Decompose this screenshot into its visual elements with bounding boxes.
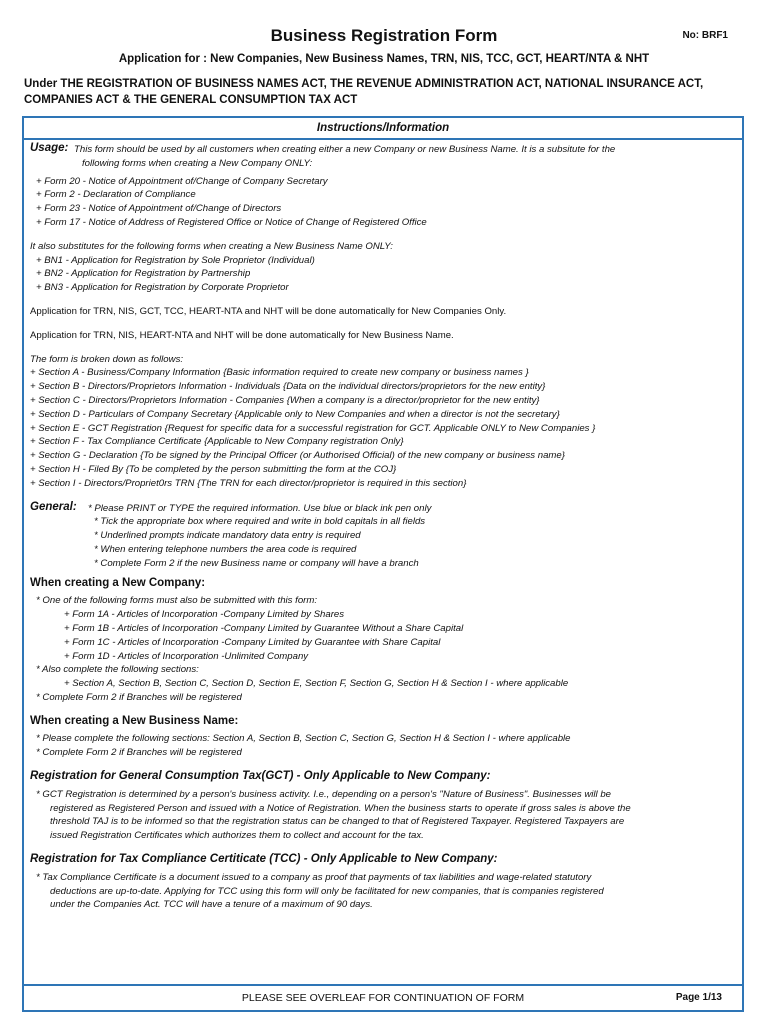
governing-acts-line-1: Under THE REGISTRATION OF BUSINESS NAMES ACT, THE REVENUE ADMINISTRATION ACT, NATIONAL INSURANCE ACT, [24,78,704,90]
gct-heading: Registration for General Consumption Tax(GCT) - Only Applicable to New Company: [30,770,491,783]
bn-item: * Please complete the following sections: Section A, Section B, Section C, Section G, Section H & Section I - where applicable [36,733,571,745]
section-item: + Section D - Particulars of Company Secretary {Applicable only to New Companies and when a director is not the secretary} [30,408,560,420]
gct-line: threshold TAJ is to be informed so that the registration status can be changed to that of Registered Taxpayer. Registered Taxpayers are [50,816,625,828]
section-item: + Section G - Declaration {To be signed by the Principal Officer (or Authorised Official) of the new company or business name} [30,450,565,462]
new-business-name-heading: When creating a New Business Name: [30,714,239,727]
auto-new-companies: Application for TRN, NIS, GCT, TCC, HEART-NTA and NHT will be done automatically for New Companies Only. [30,305,507,317]
general-item: * When entering telephone numbers the area code is required [94,543,357,555]
general-block [30,501,736,571]
section-item: + Section H - Filed By {To be completed by the person submitting the form at the COJ} [30,463,397,475]
general-item: * Complete Form 2 if the new Business name or company will have a branch [94,557,419,569]
general-item: * Underlined prompts indicate mandatory data entry is required [94,530,361,542]
section-item: + Section A - Business/Company Information {Basic information required to create new company or business names } [30,367,529,379]
bn-item: * Complete Form 2 if Branches will be registered [36,747,242,759]
tcc-line: deductions are up-to-date. Applying for TCC using this form will only be facilitated for new companies, that is companies registered [50,885,604,897]
application-for: Application for : New Companies, New Business Names, TRN, NIS, TCC, GCT, HEART/NTA & NHT [118,53,650,65]
new-company-also: * Also complete the following sections: [36,664,199,676]
form-title: Business Registration Form [270,26,498,45]
instructions-heading: Instructions/Information [24,118,742,140]
governing-acts [24,76,754,108]
company-form-item: + Form 2 - Declaration of Compliance [36,189,196,201]
section-item: + Section E - GCT Registration {Request for specific data for a successful registration for GCT. Applicable ONLY to New Companies } [30,422,596,434]
new-company-sections: + Section A, Section B, Section C, Section D, Section E, Section F, Section G, Section H & Section I - where applicable [64,678,569,690]
general-label: General: [30,500,77,513]
usage-label: Usage: [30,142,69,154]
gct-line: * GCT Registration is determined by a person's business activity. I.e., depending on a person's "Nature of Business". Businesses will be [36,788,612,800]
bn-form-item: + BN1 - Application for Registration by Sole Proprietor (Individual) [36,254,315,266]
nc-form-item: + Form 1A - Articles of Incorporation -Company Limited by Shares [64,609,345,621]
instructions-box [22,116,744,1012]
page-number: Page 1/13 [675,992,722,1003]
form-number: No: BRF1 [682,30,728,41]
new-company-intro: * One of the following forms must also be submitted with this form: [36,595,318,607]
nc-form-item: + Form 1C - Articles of Incorporation -Company Limited by Guarantee with Share Capital [64,636,441,648]
instructions-content [30,142,736,912]
bn-form-item: + BN3 - Application for Registration by Corporate Proprietor [36,282,289,294]
usage-text-1: This form should be used by all customers when creating either a new Company or new Business Name. It is a subsitute for the [74,144,616,155]
usage-block [30,142,736,157]
gct-line: issued Registration Certificates which authorizes them to collect and account for the tax. [50,830,424,842]
gct-line: registered as Registered Person and issued with a Notice of Registration. When the business starts to operate if gross sales is above the [50,802,631,814]
company-form-item: + Form 17 - Notice of Address of Registered Office or Notice of Change of Registered Office [36,216,427,228]
section-item: + Section I - Directors/Propriet0rs TRN {The TRN for each director/proprietor is required in this section} [30,477,467,489]
company-form-item: + Form 20 - Notice of Appointment of/Change of Company Secretary [36,175,328,187]
general-item: * Tick the appropriate box where required and write in bold capitals in all fields [94,516,426,528]
general-item: * Please PRINT or TYPE the required information. Use blue or black ink pen only [88,502,432,514]
continuation-note: PLEASE SEE OVERLEAF FOR CONTINUATION OF FORM [241,992,525,1004]
section-item: + Section F - Tax Compliance Certificate {Applicable to New Company registration Only} [30,436,404,448]
breakdown-intro: The form is broken down as follows: [30,353,184,365]
new-company-heading: When creating a New Company: [30,576,206,589]
section-item: + Section C - Directors/Proprietors Information - Companies {When a company is a director/proprietor for the new entity} [30,394,540,406]
tcc-heading: Registration for Tax Compliance Certiticate (TCC) - Only Applicable to New Company: [30,853,498,866]
bn-form-item: + BN2 - Application for Registration by Partnership [36,268,251,280]
usage-text-2: following forms when creating a New Company ONLY: [82,157,313,169]
nc-form-item: + Form 1D - Articles of Incorporation -Unlimited Company [64,650,309,662]
substitutes-intro: It also substitutes for the following forms when creating a New Business Name ONLY: [30,240,393,252]
nc-form-item: + Form 1B - Articles of Incorporation -Company Limited by Guarantee Without a Share Capital [64,622,464,634]
section-item: + Section B - Directors/Proprietors Information - Individuals {Data on the individual directors/proprietors for the new entity} [30,381,546,393]
form-footer [24,984,742,1010]
governing-acts-line-2: COMPANIES ACT & THE GENERAL CONSUMPTION TAX ACT [24,94,358,106]
tcc-line: * Tax Compliance Certificate is a document issued to a company as proof that payments of tax liabilities and wage-related statutory [36,871,592,883]
auto-business-name: Application for TRN, NIS, HEART-NTA and NHT will be done automatically for New Business Name. [30,329,454,341]
new-company-form2: * Complete Form 2 if Branches will be registered [36,691,242,703]
tcc-line: under the Companies Act. TCC will have a tenure of a maximum of 90 days. [50,899,373,911]
company-form-item: + Form 23 - Notice of Appointment of/Change of Directors [36,203,282,215]
